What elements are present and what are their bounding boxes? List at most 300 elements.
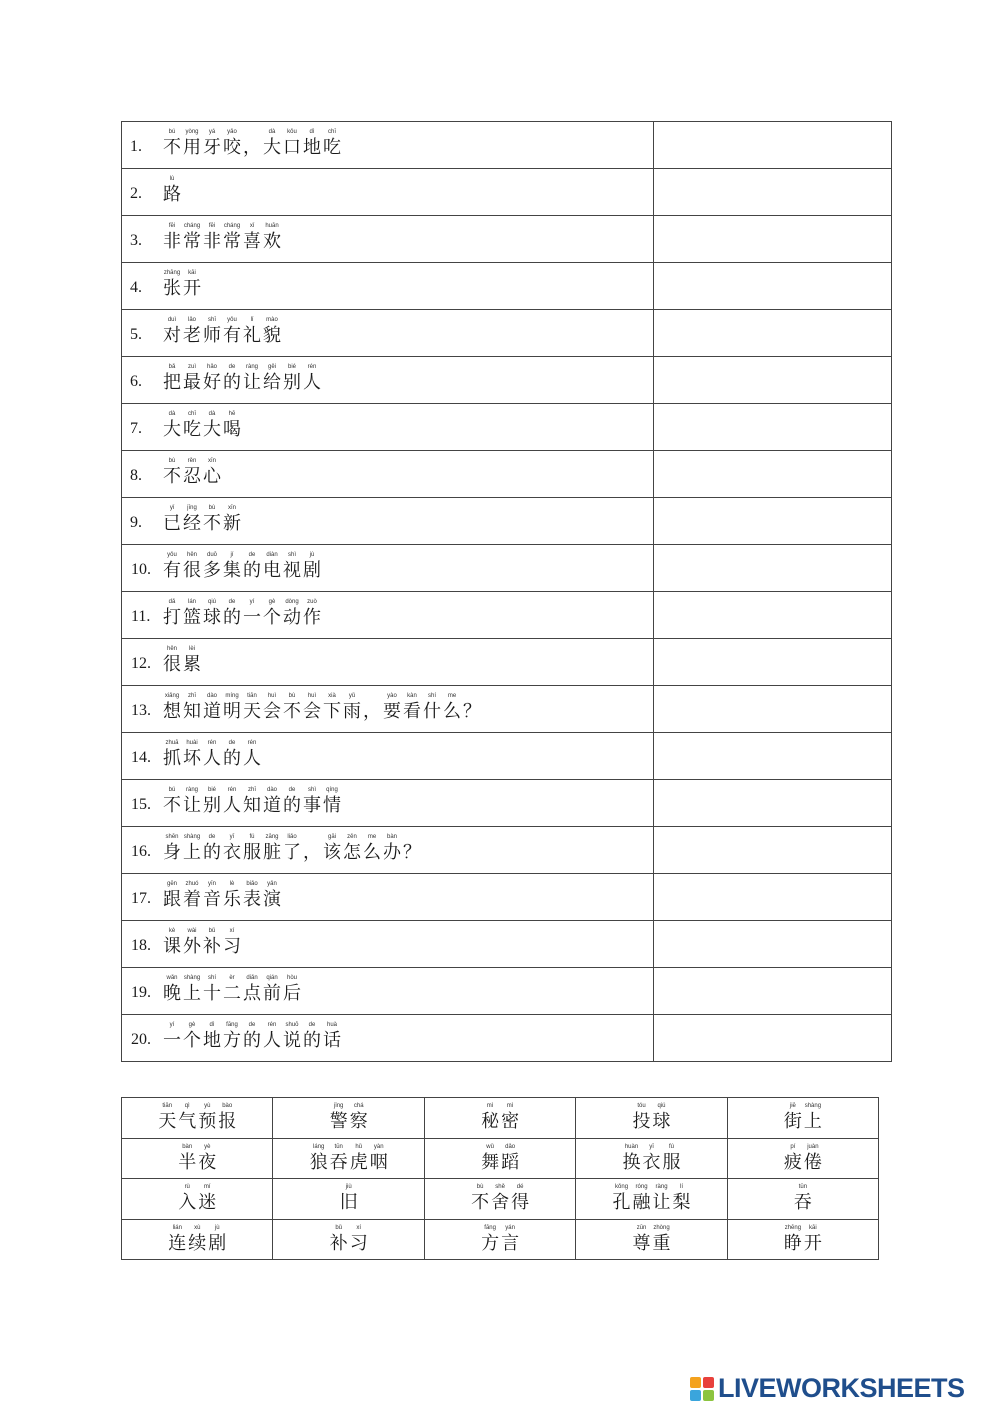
question-row <box>122 263 892 310</box>
question-row <box>122 921 892 968</box>
hanzi: 秘 <box>481 1111 500 1132</box>
ruby-char <box>510 1183 530 1214</box>
pinyin: dǎ <box>168 599 176 605</box>
hanzi: 让 <box>243 372 261 393</box>
hanzi: 的 <box>243 1030 261 1051</box>
hanzi: 好 <box>203 372 221 393</box>
hanzi: 孔 <box>612 1192 631 1213</box>
hanzi: 表 <box>243 889 261 910</box>
hanzi: 夜 <box>198 1151 217 1173</box>
question-row <box>122 451 892 498</box>
question-text <box>162 128 342 159</box>
hanzi: 喜 <box>243 231 261 252</box>
word-bank-item <box>424 1179 575 1220</box>
ruby-char <box>167 1224 187 1255</box>
pinyin: mì <box>506 1103 514 1109</box>
hanzi: 的 <box>223 372 241 393</box>
question-number: 7. <box>130 420 142 437</box>
hanzi: 篮 <box>183 607 201 628</box>
ruby-char <box>202 551 222 582</box>
hanzi: 剧 <box>303 560 321 581</box>
answer-input[interactable] <box>654 874 892 921</box>
question-text <box>162 316 282 347</box>
hanzi: 很 <box>183 560 201 581</box>
question-row <box>122 357 892 404</box>
hanzi: 服 <box>243 842 261 863</box>
answer-input[interactable] <box>654 451 892 498</box>
question-cell <box>122 639 654 686</box>
ruby-char <box>182 598 202 629</box>
hanzi: 不 <box>163 466 181 487</box>
ruby-char <box>309 1143 329 1174</box>
ruby-char <box>349 1224 369 1255</box>
ruby-char <box>672 1183 692 1214</box>
ruby-char <box>369 1143 389 1174</box>
question-text <box>162 927 242 958</box>
hanzi: 吞 <box>793 1192 812 1213</box>
pinyin: diàn <box>266 552 278 558</box>
hanzi: 该 <box>323 842 341 863</box>
hanzi: 不 <box>471 1192 490 1213</box>
answer-input[interactable] <box>654 169 892 216</box>
pinyin: bù <box>476 1184 484 1190</box>
pinyin: qì <box>184 1103 190 1109</box>
hanzi: 欢 <box>263 231 281 252</box>
ruby-char <box>182 833 202 864</box>
pinyin: shàng <box>183 975 201 981</box>
hanzi: 道 <box>263 795 281 816</box>
pinyin: bù <box>288 693 296 699</box>
hanzi: 气 <box>178 1111 197 1132</box>
ruby-char <box>202 692 222 723</box>
pinyin: fēi <box>208 223 216 229</box>
hanzi: 个 <box>263 607 281 628</box>
hanzi: 办 <box>383 842 401 863</box>
hanzi: 道 <box>203 701 221 722</box>
pinyin: xīn <box>227 505 236 511</box>
pinyin: tūn <box>334 1143 343 1150</box>
answer-input[interactable] <box>654 733 892 780</box>
hanzi: 累 <box>183 654 201 675</box>
ruby-char <box>162 457 182 488</box>
ruby-char <box>322 1021 342 1052</box>
answer-input[interactable] <box>654 827 892 874</box>
pinyin: yǐ <box>169 505 175 511</box>
pinyin: rén <box>247 740 257 746</box>
word-bank-item <box>727 1219 878 1260</box>
question-text <box>162 457 222 488</box>
pinyin: me <box>367 834 377 840</box>
pinyin: duì <box>167 317 177 323</box>
hanzi: 狼 <box>309 1151 328 1173</box>
ruby-char <box>242 786 262 817</box>
ruby-char <box>162 551 182 582</box>
hanzi: 知 <box>183 701 201 722</box>
answer-input[interactable] <box>654 686 892 733</box>
ruby-char <box>182 222 202 253</box>
hanzi: 音 <box>203 889 221 910</box>
word-bank-item <box>273 1219 424 1260</box>
question-cell <box>122 545 654 592</box>
pinyin: zhī <box>187 693 196 699</box>
pinyin: dòng <box>285 599 299 605</box>
hanzi: 人 <box>263 1030 281 1051</box>
pinyin: yè <box>204 1143 211 1150</box>
ruby-char <box>342 692 362 723</box>
ruby-char <box>202 410 222 441</box>
hanzi: 梨 <box>672 1192 691 1213</box>
answer-input[interactable] <box>654 216 892 263</box>
pinyin: jiē <box>789 1103 796 1109</box>
pinyin: zhòng <box>653 1224 670 1231</box>
question-cell <box>122 169 654 216</box>
hanzi: 尊 <box>632 1232 651 1254</box>
pinyin: xiǎng <box>164 693 180 699</box>
answer-input[interactable] <box>654 1015 892 1062</box>
ruby-char <box>222 974 242 1005</box>
ruby-char <box>242 692 262 723</box>
ruby-char <box>622 1143 642 1174</box>
ruby-char <box>262 833 282 864</box>
pinyin: kǒu <box>287 129 297 135</box>
ruby-char <box>182 504 202 535</box>
ruby-char <box>202 974 222 1005</box>
ruby-char <box>222 927 242 958</box>
ruby-char <box>302 1021 322 1052</box>
hanzi: 别 <box>283 372 301 393</box>
answer-input[interactable] <box>654 780 892 827</box>
pinyin: shí <box>427 693 436 699</box>
question-number: 5. <box>130 326 142 343</box>
hanzi: 大 <box>263 137 281 158</box>
hanzi: 演 <box>263 889 281 910</box>
ruby-char <box>242 363 262 394</box>
hanzi: 想 <box>163 701 181 722</box>
ruby-char <box>202 1021 222 1052</box>
hanzi: 看 <box>403 701 421 722</box>
logo-icon <box>690 1377 714 1401</box>
pinyin: dà <box>208 411 216 417</box>
ruby-char <box>202 880 222 911</box>
ruby-char <box>202 128 222 159</box>
pinyin: fēi <box>168 223 176 229</box>
ruby-char <box>222 222 242 253</box>
pinyin: qiú <box>207 599 216 605</box>
hanzi: 会 <box>263 701 281 722</box>
word-bank-item <box>576 1138 727 1179</box>
answer-input[interactable] <box>654 357 892 404</box>
hanzi: 电 <box>263 560 281 581</box>
pinyin: xí <box>229 928 235 934</box>
pinyin: tiān <box>162 1103 173 1109</box>
ruby-char <box>162 880 182 911</box>
question-row <box>122 169 892 216</box>
pinyin: gè <box>188 1022 196 1028</box>
pinyin: de <box>228 364 236 370</box>
answer-input[interactable] <box>654 545 892 592</box>
question-cell <box>122 686 654 733</box>
hanzi: 喝 <box>223 419 241 440</box>
hanzi: 天 <box>243 701 261 722</box>
question-number: 13. <box>131 702 151 719</box>
hanzi: 前 <box>263 983 281 1004</box>
hanzi: 多 <box>203 560 221 581</box>
ruby-char <box>262 551 282 582</box>
ruby-char <box>202 598 222 629</box>
ruby-char <box>222 598 242 629</box>
ruby-char <box>182 128 202 159</box>
pinyin: cháng <box>183 223 201 229</box>
pinyin: shēn <box>165 834 179 840</box>
answer-input[interactable] <box>654 921 892 968</box>
hanzi: 入 <box>178 1192 197 1213</box>
pinyin: wǎn <box>166 975 178 981</box>
ruby-char <box>202 457 222 488</box>
hanzi: 张 <box>163 278 181 299</box>
hanzi: 有 <box>223 325 241 346</box>
ruby-char <box>342 833 362 864</box>
hanzi: 人 <box>303 372 321 393</box>
ruby-char <box>480 1143 500 1174</box>
pinyin: shī <box>207 317 216 323</box>
hanzi: 对 <box>163 325 181 346</box>
pinyin: chá <box>353 1103 364 1109</box>
answer-input[interactable] <box>654 404 892 451</box>
question-text <box>162 880 282 911</box>
hanzi: 衣 <box>223 842 241 863</box>
answer-input[interactable] <box>654 968 892 1015</box>
word-bank-row <box>122 1098 879 1139</box>
hanzi: 会 <box>303 701 321 722</box>
ruby-char <box>217 1102 237 1133</box>
answer-input[interactable] <box>654 263 892 310</box>
question-text <box>162 1021 342 1052</box>
hanzi: 街 <box>783 1111 802 1132</box>
question-number: 10. <box>131 561 151 578</box>
question-row <box>122 639 892 686</box>
hanzi: 的 <box>223 748 241 769</box>
ruby-char <box>182 551 202 582</box>
pinyin: zuò <box>307 599 317 605</box>
pinyin: mí <box>203 1184 211 1190</box>
pinyin: dì <box>209 1022 215 1028</box>
ruby-char <box>222 880 242 911</box>
word-bank-table <box>121 1097 879 1260</box>
ruby-char <box>652 1224 672 1255</box>
question-row <box>122 1015 892 1062</box>
question-text <box>162 551 322 582</box>
ruby-char <box>157 1102 177 1133</box>
ruby-char <box>500 1143 520 1174</box>
ruby-char <box>470 1183 490 1214</box>
ruby-char <box>339 1183 359 1214</box>
ruby-char <box>182 316 202 347</box>
hanzi: 疲 <box>783 1151 802 1173</box>
answer-input[interactable] <box>654 498 892 545</box>
hanzi: 密 <box>501 1111 520 1132</box>
hanzi: 话 <box>323 1030 341 1051</box>
pinyin: kāi <box>188 270 196 276</box>
ruby-char <box>783 1102 803 1133</box>
pinyin: hěn <box>166 646 177 652</box>
pinyin: tūn <box>798 1184 808 1190</box>
pinyin: lán <box>187 599 196 605</box>
ruby-char <box>442 692 462 723</box>
ruby-char <box>162 833 182 864</box>
hanzi: 身 <box>163 842 181 863</box>
pinyin: rén <box>307 364 317 370</box>
pinyin: de <box>308 1022 316 1028</box>
pinyin: gè <box>268 599 276 605</box>
ruby-char <box>182 974 202 1005</box>
hanzi: 经 <box>183 513 201 534</box>
word-bank-item <box>122 1098 273 1139</box>
ruby-char <box>182 786 202 817</box>
ruby-char <box>162 786 182 817</box>
pinyin: yǎo <box>227 129 237 135</box>
hanzi: 情 <box>323 795 341 816</box>
ruby-char <box>262 222 282 253</box>
ruby-char <box>222 551 242 582</box>
answer-input[interactable] <box>654 122 892 169</box>
pinyin: hē <box>228 411 236 417</box>
pinyin: mào <box>266 317 278 323</box>
word-bank-item <box>424 1219 575 1260</box>
hanzi: 天 <box>158 1111 177 1132</box>
ruby-char <box>282 551 302 582</box>
hanzi: 着 <box>183 889 201 910</box>
hanzi: 衣 <box>642 1151 661 1173</box>
hanzi: 已 <box>163 513 181 534</box>
question-row <box>122 216 892 263</box>
hanzi: 一 <box>163 1030 181 1051</box>
pinyin: yǔ <box>348 693 356 699</box>
ruby-char <box>262 880 282 911</box>
ruby-char <box>282 363 302 394</box>
question-cell <box>122 122 654 169</box>
question-cell <box>122 357 654 404</box>
question-cell <box>122 310 654 357</box>
liveworksheets-logo <box>690 1373 965 1404</box>
ruby-char <box>329 1102 349 1133</box>
hanzi: 习 <box>349 1232 368 1254</box>
pinyin: lí <box>680 1184 684 1190</box>
hanzi: 说 <box>283 1030 301 1051</box>
pinyin: zhuó <box>185 881 199 887</box>
ruby-char <box>422 692 442 723</box>
pinyin: ràng <box>245 364 258 370</box>
pinyin: lèi <box>188 646 195 652</box>
pinyin: jǐng <box>334 1103 344 1109</box>
pinyin: bié <box>207 787 216 793</box>
ruby-char <box>162 175 182 206</box>
question-text <box>162 739 262 770</box>
word-bank-item <box>727 1098 878 1139</box>
question-number: 18. <box>131 937 151 954</box>
hanzi: 倦 <box>803 1151 822 1173</box>
hanzi: 地 <box>303 137 321 158</box>
question-number: 12. <box>131 655 151 672</box>
pinyin: bǔ <box>208 928 216 934</box>
pinyin: fāng <box>226 1022 238 1028</box>
ruby-char <box>242 598 262 629</box>
word-bank-item <box>727 1138 878 1179</box>
pinyin: rù <box>184 1184 190 1190</box>
question-row <box>122 733 892 780</box>
hanzi: 吞 <box>329 1151 348 1173</box>
ruby-char <box>177 1183 197 1214</box>
answer-input[interactable] <box>654 310 892 357</box>
pinyin: jù <box>214 1224 220 1231</box>
ruby-char <box>222 739 242 770</box>
pinyin: dà <box>168 411 176 417</box>
hanzi: 新 <box>223 513 241 534</box>
ruby-char <box>162 410 182 441</box>
hanzi: 方 <box>223 1030 241 1051</box>
hanzi: 个 <box>183 1030 201 1051</box>
ruby-char <box>282 1021 302 1052</box>
ruby-char <box>793 1183 813 1214</box>
hanzi: 么 <box>443 701 461 722</box>
pinyin: huà <box>326 1022 337 1028</box>
hanzi: 补 <box>329 1232 348 1254</box>
hanzi: 补 <box>203 936 221 957</box>
pinyin: wǔ <box>486 1143 494 1150</box>
ruby-char <box>162 1021 182 1052</box>
ruby-char <box>182 739 202 770</box>
pinyin: zūn <box>636 1224 647 1231</box>
hanzi: 明 <box>223 701 241 722</box>
pinyin: zhuā <box>165 740 179 746</box>
hanzi: 路 <box>163 184 181 205</box>
pinyin: jí <box>230 552 234 558</box>
ruby-char <box>322 786 342 817</box>
hanzi: 什 <box>423 701 441 722</box>
question-cell <box>122 263 654 310</box>
pinyin: huān <box>265 223 279 229</box>
question-row <box>122 968 892 1015</box>
hanzi: 续 <box>188 1232 207 1254</box>
question-number: 11. <box>131 608 151 625</box>
answer-input[interactable] <box>654 639 892 686</box>
word-bank-item <box>122 1219 273 1260</box>
ruby-char <box>490 1183 510 1214</box>
hanzi: 最 <box>183 372 201 393</box>
question-cell <box>122 827 654 874</box>
hanzi: 么 <box>363 842 381 863</box>
hanzi: 舍 <box>491 1192 510 1213</box>
hanzi: 不 <box>163 137 181 158</box>
question-cell <box>122 968 654 1015</box>
pinyin: xí <box>356 1224 362 1231</box>
ruby-char <box>222 786 242 817</box>
question-text <box>162 645 202 676</box>
answer-input[interactable] <box>654 592 892 639</box>
hanzi: 咽 <box>369 1151 388 1173</box>
pinyin: hòu <box>286 975 297 981</box>
ruby-char <box>362 692 382 723</box>
hanzi: 怎 <box>343 842 361 863</box>
hanzi: 忍 <box>183 466 201 487</box>
hanzi: 融 <box>632 1192 651 1213</box>
ruby-char <box>202 739 222 770</box>
pinyin: lù <box>169 176 175 182</box>
hanzi: 迷 <box>198 1192 217 1213</box>
pinyin: dǎo <box>505 1143 516 1150</box>
hanzi: 口 <box>283 137 301 158</box>
ruby-char <box>302 598 322 629</box>
pinyin: bǔ <box>335 1224 343 1231</box>
